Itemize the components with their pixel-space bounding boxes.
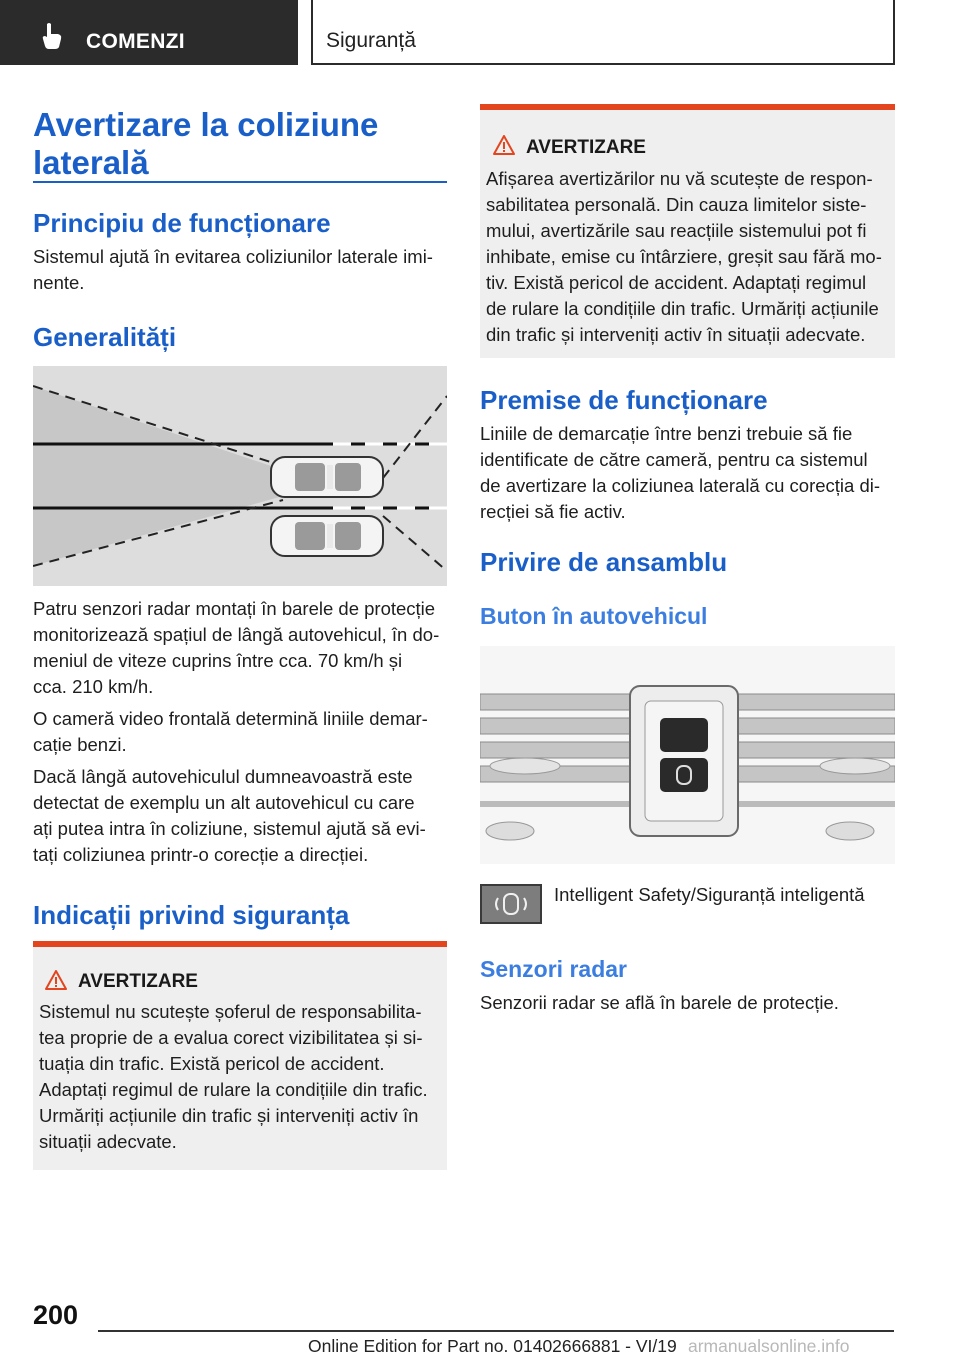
- warning-box-right: [480, 104, 895, 358]
- heading-principle: Principiu de funcționare: [33, 208, 331, 238]
- title-divider: [33, 181, 447, 183]
- radar-text: Senzorii radar se află în barele de protecție.: [480, 992, 839, 1013]
- warning-triangle-icon: [45, 970, 67, 990]
- warning-text: Afișarea avertizărilor nu vă scutește de respon- sabilitatea personală. Din cauza limitelor siste- mului, avertizările sau reacțiile sistemului pot fi inhibate, emise cu întârziere, greșit sau fără mo- tiv. Există pericol de accident. Adaptați regimul de rulare la condițiile din trafic. Urmăriți acțiunile din trafic și interveniți activ în situații adecvate.: [486, 168, 882, 345]
- general-text-1: Patru senzori radar montați în barele de protecție monitorizează spațiul de lângă autovehicul, în do- meniul de viteze cuprins între cca. 70 km/h și cca. 210 km/h.: [33, 598, 440, 697]
- edition-text: Online Edition for Part no. 01402666881 - VI/19: [308, 1336, 677, 1356]
- principle-text: Sistemul ajută în evitarea coliziunilor laterale imi- nente.: [33, 246, 433, 293]
- chapter-title: Siguranță: [326, 29, 416, 52]
- section-tab[interactable]: [0, 0, 298, 65]
- intelligent-safety-icon: [480, 884, 542, 924]
- section-tab-label: COMENZI: [86, 30, 185, 53]
- watermark: armanualsonline.info: [688, 1336, 850, 1356]
- heading-button: Buton în autovehicul: [480, 603, 708, 629]
- lane-illustration: [33, 366, 447, 586]
- heading-general: Generalități: [33, 322, 177, 352]
- page-title: [33, 106, 378, 182]
- page-title-line2: laterală: [33, 144, 149, 181]
- heading-radar: Senzori radar: [480, 956, 627, 982]
- page-title-line1: Avertizare la coliziune: [33, 106, 379, 143]
- general-text-3: Dacă lângă autovehiculul dumneavoastră este detectat de exemplu un alt autovehicul cu care ați putea intra în coliziune, sistemul ajută să evi- tați coliziunea printr-o corecție a direcției.: [33, 766, 426, 865]
- warning-text: Sistemul nu scutește șoferul de responsabilita- tea proprie de a evalua corect vizibilitatea și si- tuația din trafic. Există pericol de accident. Adaptați regimul de rulare la condițiile din trafic. Urmăriți acțiunile din trafic și interveniți activ în situații adecvate.: [39, 1001, 428, 1152]
- warning-box-left: [33, 941, 447, 1170]
- warning-title: AVERTIZARE: [526, 137, 646, 158]
- warning-title: AVERTIZARE: [78, 971, 198, 992]
- heading-safety: Indicații privind siguranța: [33, 900, 350, 930]
- heading-prereq: Premise de funcționare: [480, 385, 768, 415]
- general-text-2: O cameră video frontală determină liniile demar- cație benzi.: [33, 708, 428, 755]
- pointing-hand-icon: [40, 22, 64, 50]
- page-number: 200: [33, 1300, 79, 1330]
- button-caption: Intelligent Safety/Siguranță inteligentă: [554, 884, 865, 905]
- chapter-header: [311, 0, 895, 65]
- heading-overview: Privire de ansamblu: [480, 547, 728, 577]
- warning-triangle-icon: [493, 135, 515, 155]
- button-illustration: [480, 646, 895, 864]
- prereq-text: Liniile de demarcație între benzi trebuie să fie identificate de către cameră, pentru ca sistemul de avertizare la coliziunea laterală cu corecția di- recției să fie activ.: [480, 423, 881, 522]
- footer-divider: [98, 1330, 894, 1332]
